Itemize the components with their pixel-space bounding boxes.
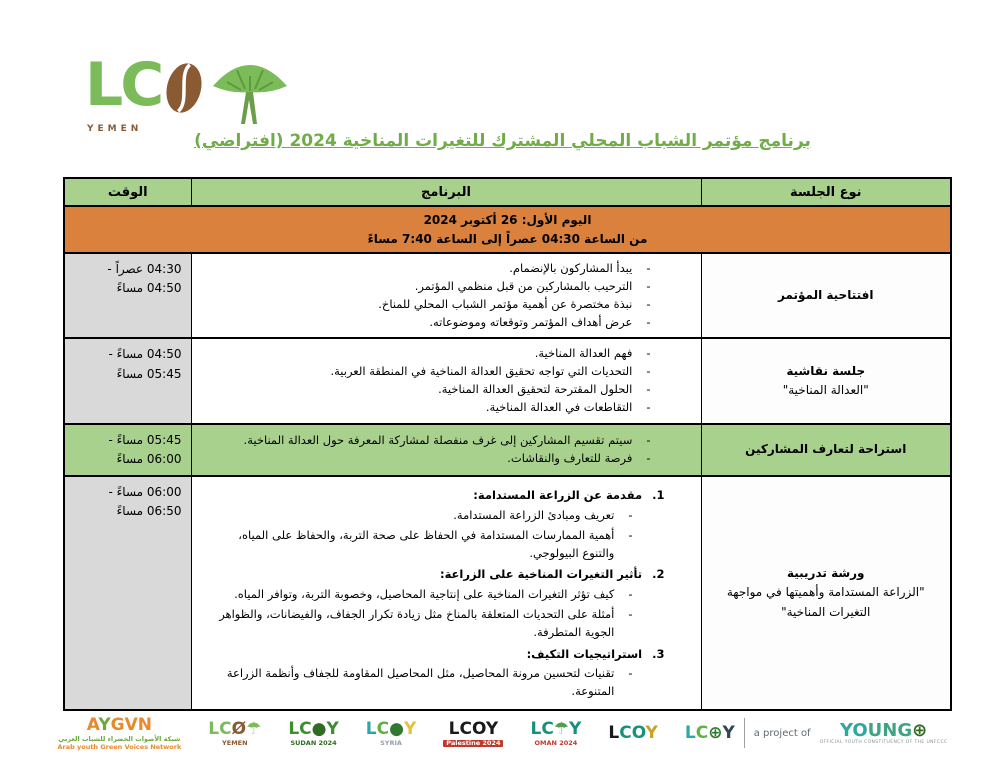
program-item-text: عرض أهداف المؤتمر وتوقعاته وموضوعاته. [429,314,633,329]
dragon-tree-icon [207,52,293,130]
list-marker: - [646,433,651,448]
logo-subtext: Palestine 2024 [443,740,503,747]
program-item [198,450,695,468]
day-banner-line2: من الساعة 04:30 عصراً إلى الساعة 7:40 مساءً [367,231,648,246]
logo-letter: ● [311,719,327,740]
youngo-subtext: OFFICIAL YOUTH CONSTITUENCY OF THE UNFCCC [819,740,948,746]
program-item-text: أمثلة على التحديات المتعلقة بالمناخ مثل زيادة تكرار الجفاف، والفيضانات، والظواهر الجوية المتطرفة. [219,606,615,639]
time-line: 04:50 مساءً [116,281,182,296]
program-item-text: استراتيجيات التكيف: [526,646,643,661]
logo-letter: L [608,723,620,744]
time-line: 05:45 مساءً [116,366,182,381]
program-item-text: تعريف ومبادئ الزراعة المستدامة. [453,507,615,522]
program-item-text: فهم العدالة المناخية. [534,346,633,361]
list-marker: - [628,507,633,522]
time-cell [64,424,191,476]
table-row [64,424,951,476]
table-row [64,253,951,338]
session-type-cell [701,424,951,476]
program-item-text: تأثير التغيرات المناخية على الزراعة: [439,567,643,582]
footer-logo-lcoy-7 [608,724,658,743]
logo-divider [744,718,745,748]
logo-subtext: OMAN 2024 [534,738,578,747]
program-item [198,566,695,584]
list-marker: - [646,382,651,397]
logo-country-text: YEMEN [87,124,143,134]
program-item [198,278,695,296]
list-marker: - [628,666,633,681]
logo-letter: Y [569,719,582,740]
logo-subtext: SUDAN 2024 [290,738,337,747]
footer-logo-lcoy-oman [530,720,581,747]
logo-subtext: YEMEN [222,738,248,747]
logo-letter: C [619,723,632,744]
day-banner-line1: اليوم الأول: 26 أكتوبر 2024 [423,213,592,227]
program-cell [191,338,701,423]
logo-letter: UNG [867,719,913,741]
program-item-text: التحديات التي تواجه تحقيق العدالة المناخية في المنطقة العربية. [330,364,633,379]
program-table [63,177,952,711]
lcoy-yemen-logo [85,52,293,142]
time-cell [64,338,191,423]
session-type-line: افتتاحية المؤتمر [778,288,874,303]
list-marker: - [646,314,651,329]
list-marker: - [646,261,651,276]
table-body [64,253,951,710]
logo-letter: Y [485,719,499,740]
logo-letter: O [631,723,646,744]
table-row [64,338,951,423]
program-item [198,381,695,399]
list-marker: - [646,279,651,293]
day-banner-row [64,206,951,253]
table-header-row [64,178,951,206]
list-marker: - [628,527,633,542]
footer-logo-lcoy-syria [366,720,416,747]
program-item-text: يبدأ المشاركون بالإنضمام. [509,261,633,276]
program-item [198,606,695,642]
logo-letter: Y [403,719,417,740]
footer-logo-aygvn [57,716,181,751]
logo-lc-text: LC [85,50,162,120]
program-item-text: كيف تؤثر التغيرات المناخية على إنتاجية المحاصيل، وخصوبة التربة، وتوافر المياه. [234,587,615,602]
logo-letter: Y [326,719,339,740]
logo-letter: ⊕ [912,719,928,741]
session-type-line: استراحة لتعارف المشاركين [745,442,907,457]
program-item-text: أهمية الممارسات المستدامة في الحفاظ على صحة التربة، والحفاظ على المياه، والتنوع البيولوجي. [238,527,615,560]
time-cell [64,476,191,710]
list-marker: 2. [652,567,665,582]
program-item [198,296,695,314]
program-item [198,399,695,417]
logo-letter: Y [722,723,735,744]
program-item [198,646,695,664]
logo-letter: O [471,719,486,740]
logo-letter: LC [530,719,554,740]
time-line: 04:50 مساءً - [108,347,182,362]
logo-letter: GVN [110,715,152,735]
session-type-cell [701,338,951,423]
header-session-type: نوع الجلسة [701,178,951,206]
footer-logos [0,716,1005,751]
day-banner-cell [64,206,951,253]
logo-letter: LC [208,719,232,740]
logo-letter: YO [839,719,868,741]
list-marker: - [646,296,651,311]
session-type-line: جلسة نقاشية [786,363,866,378]
program-item [198,507,695,525]
logo-letter: ☂ [553,719,570,740]
logo-letter: C [695,723,709,744]
time-cell [64,253,191,338]
table-row [64,476,951,710]
program-cell [191,476,701,710]
program-item [198,345,695,363]
session-type-cell [701,476,951,710]
project-tagline: a project of [753,727,811,739]
program-item [198,260,695,278]
header-program: البرنامج [191,178,701,206]
program-item [198,363,695,381]
logo-letter: ● [389,719,404,740]
logo-letter: Y [645,723,658,744]
program-item-text: فرصة للتعارف والنقاشات. [507,450,633,465]
program-item [198,314,695,332]
program-cell [191,253,701,338]
program-item [198,586,695,604]
program-item-text: تقنيات لتحسين مرونة المحاصيل، مثل المحاصيل المقاومة للجفاف وأنظمة الزراعة المتنوعة. [226,666,615,699]
logo-letter: C [459,719,472,740]
program-item [198,432,695,450]
logo-letter: Ø [231,719,247,740]
program-cell [191,424,701,476]
coffee-bean-icon [161,52,207,118]
program-item-text: التقاطعات في العدالة المناخية. [485,399,633,414]
footer-logo-lcoy-youngo [685,718,948,748]
program-item [198,487,695,505]
program-item [198,665,695,701]
logo-letter: C [376,719,390,740]
logo-letter: ☂ [246,719,262,740]
program-item-text: الحلول المقترحة لتحقيق العدالة المناخية. [438,382,633,397]
list-marker: 3. [652,646,665,661]
logo-letter: L [365,719,377,740]
youngo-logo [820,721,948,747]
list-marker: - [628,587,633,602]
time-line: 05:45 مساءً - [108,432,182,447]
session-type-cell [701,253,951,338]
footer-logo-lcoy-yemen [208,720,261,747]
logo-letter: L [448,719,460,740]
logo-subtext: SYRIA [380,738,402,747]
session-type-line: "الزراعة المستدامة وأهميتها في مواجهة التغيرات المناخية" [726,585,925,619]
time-line: 06:00 مساءً - [108,485,182,500]
logo-letter: ⊕ [708,723,723,744]
list-marker: - [646,450,651,465]
logo-letter: LC [288,719,312,740]
list-marker: - [646,364,651,379]
logo-letter: Y [98,715,111,735]
logo-subtext: شبكة الأصوات الخضراء للشباب العربي [58,734,181,743]
logo-subtext: Arab youth Green Voices Network [57,742,182,751]
program-item [198,527,695,563]
program-item-text: سيتم تقسيم المشاركين إلى غرف منفصلة لمشاركة المعرفة حول العدالة المناخية. [243,433,633,448]
time-line: 06:00 مساءً [116,451,182,466]
logo-letter: L [684,723,696,744]
list-marker: 1. [652,488,665,503]
program-item-text: الترحيب بالمشاركين من قبل منظمي المؤتمر. [414,279,633,293]
list-marker: - [646,399,651,414]
time-line: 06:50 مساءً [116,504,182,519]
program-item-text: نبذة مختصرة عن أهمية مؤتمر الشباب المحلي للمناخ. [378,296,633,311]
footer-logo-lcoy-sudan [288,720,338,747]
program-item-text: مقدمة عن الزراعة المستدامة: [473,488,643,503]
page-title: برنامج مؤتمر الشباب المحلي المشترك للتغيرات المناخية 2024 (افتراضي) [194,131,811,151]
session-type-line: "العدالة المناخية" [782,383,869,398]
header-time: الوقت [64,178,191,206]
session-type-line: ورشة تدريبية [786,566,865,581]
footer-logo-lcoy-palestine [443,720,503,747]
list-marker: - [646,346,651,361]
list-marker: - [628,606,633,621]
logo-letter: A [86,715,99,735]
time-line: 04:30 عصراً - [107,262,182,277]
